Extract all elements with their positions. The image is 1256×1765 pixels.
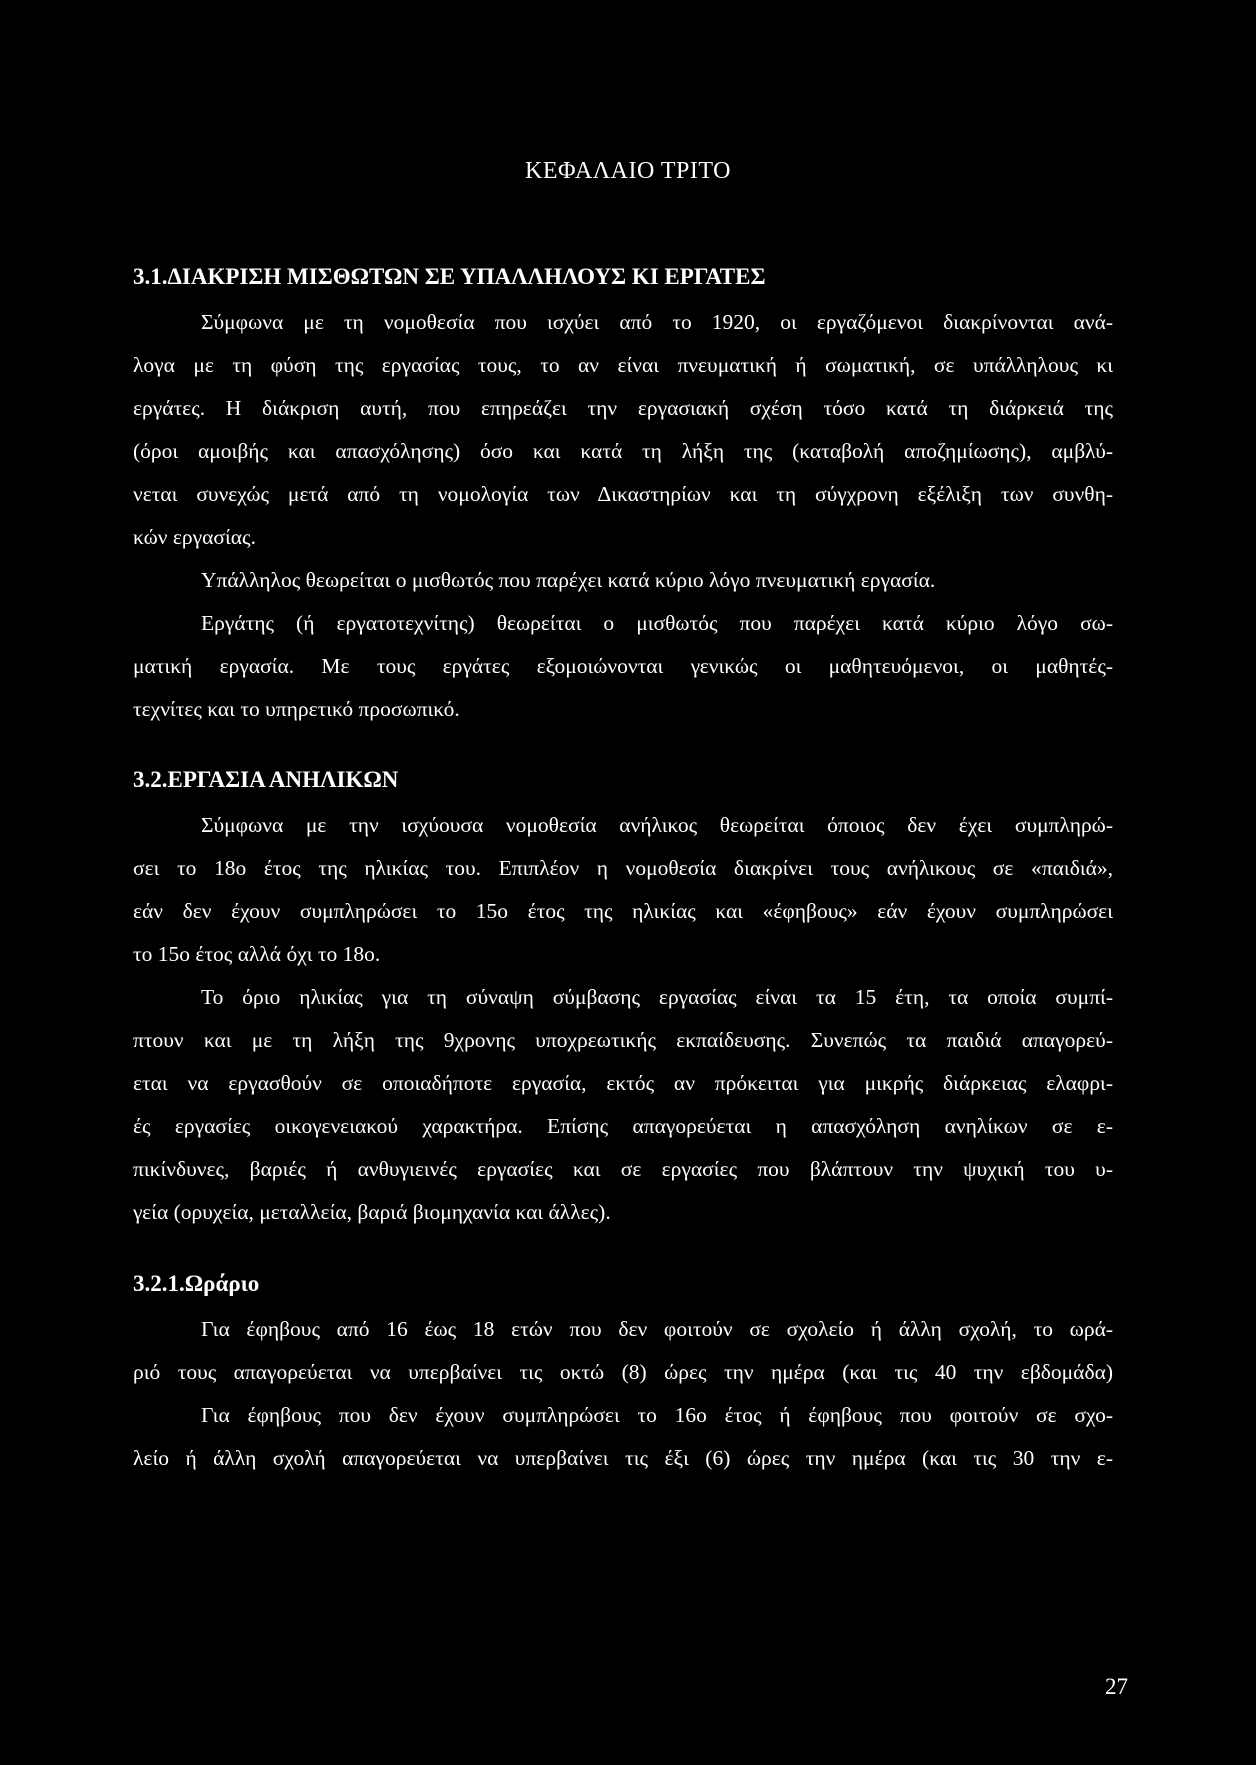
text-line: Το όριο ηλικίας για τη σύναψη σύμβασης εργασίας είναι τα 15 έτη, τα οποία συμπί- xyxy=(201,985,1113,1009)
page-number: 27 xyxy=(1105,1674,1128,1699)
section-3-2-paragraph-2 xyxy=(133,976,1113,1234)
section-3-2-1-paragraph-2 xyxy=(133,1394,1113,1480)
text-line: γεία (ορυχεία, μεταλλεία, βαριά βιομηχανία και άλλες). xyxy=(133,1200,611,1224)
section-3-1-paragraph-1 xyxy=(133,301,1113,559)
text-line: ές εργασίες οικογενειακού χαρακτήρα. Επίσης απαγορεύεται η απασχόληση ανηλίκων σε ε- xyxy=(133,1114,1113,1138)
section-3-1 xyxy=(133,262,1113,731)
section-title-3-1: 3.1.ΔΙΑΚΡΙΣΗ ΜΙΣΘΩΤΩΝ ΣΕ ΥΠΑΛΛΗΛΟΥΣ ΚΙ ΕΡΓΑΤΕΣ xyxy=(133,264,766,289)
text-line: ριό τους απαγορεύεται να υπερβαίνει τις οκτώ (8) ώρες την ημέρα (και τις 40 την εβδομάδα) xyxy=(133,1360,1113,1384)
text-line: Για έφηβους από 16 έως 18 ετών που δεν φοιτούν σε σχολείο ή άλλη σχολή, το ωρά- xyxy=(201,1317,1113,1341)
section-3-2-paragraph-1 xyxy=(133,804,1113,976)
text-line: ματική εργασία. Με τους εργάτες εξομοιώνονται γενικώς οι μαθητευόμενοι, οι μαθητές- xyxy=(133,654,1113,678)
section-3-2 xyxy=(133,765,1113,1234)
text-line: πτουν και με τη λήξη της 9χρονης υποχρεωτικής εκπαίδευσης. Συνεπώς τα παιδιά απαγορεύ- xyxy=(133,1028,1113,1052)
section-title-3-2-1: 3.2.1.Ωράριο xyxy=(133,1271,260,1296)
text-line: εργάτες. Η διάκριση αυτή, που επηρεάζει την εργασιακή σχέση τόσο κατά τη διάρκειά της xyxy=(133,396,1113,420)
text-line: Εργάτης (ή εργατοτεχνίτης) θεωρείται ο μισθωτός που παρέχει κατά κύριο λόγο σω- xyxy=(201,611,1113,635)
text-line: λογα με τη φύση της εργασίας τους, το αν είναι πνευματική ή σωματική, σε υπάλληλους κι xyxy=(133,353,1113,377)
text-line: λείο ή άλλη σχολή απαγορεύεται να υπερβαίνει τις έξι (6) ώρες την ημέρα (και τις 30 την ε- xyxy=(133,1446,1113,1470)
text-line: το 15ο έτος αλλά όχι το 18ο. xyxy=(133,942,381,966)
section-title-3-2: 3.2.ΕΡΓΑΣΙΑ ΑΝΗΛΙΚΩΝ xyxy=(133,767,399,792)
text-line: Υπάλληλος θεωρείται ο μισθωτός που παρέχει κατά κύριο λόγο πνευματική εργασία. xyxy=(201,568,936,592)
text-line: Σύμφωνα με την ισχύουσα νομοθεσία ανήλικος θεωρείται όποιος δεν έχει συμπληρώ- xyxy=(201,813,1113,837)
section-3-2-1 xyxy=(133,1269,1113,1480)
text-line: πικίνδυνες, βαριές ή ανθυγιεινές εργασίες και σε εργασίες που βλάπτουν την ψυχική του υ- xyxy=(133,1157,1113,1181)
text-line: εάν δεν έχουν συμπληρώσει το 15ο έτος της ηλικίας και «έφηβους» εάν έχουν συμπληρώσει xyxy=(133,899,1113,923)
section-3-2-1-paragraph-1 xyxy=(133,1308,1113,1394)
text-line: νεται συνεχώς μετά από τη νομολογία των Δικαστηρίων και τη σύγχρονη εξέλιξη των συνθη- xyxy=(133,482,1113,506)
chapter-title: ΚΕΦΑΛΑΙΟ ΤΡΙΤΟ xyxy=(525,158,731,184)
text-line: εται να εργασθούν σε οποιαδήποτε εργασία, εκτός αν πρόκειται για μικρής διάρκειας ελαφρι- xyxy=(133,1071,1113,1095)
text-line: (όροι αμοιβής και απασχόλησης) όσο και κατά τη λήξη της (καταβολή αποζημίωσης), αμβλύ- xyxy=(133,439,1113,463)
text-line: κών εργασίας. xyxy=(133,525,256,549)
section-3-1-paragraph-2 xyxy=(133,559,1113,602)
text-line: Σύμφωνα με τη νομοθεσία που ισχύει από το 1920, οι εργαζόμενοι διακρίνονται ανά- xyxy=(201,310,1113,334)
section-3-1-paragraph-3 xyxy=(133,602,1113,731)
text-line: τεχνίτες και το υπηρετικό προσωπικό. xyxy=(133,697,460,721)
text-line: σει το 18ο έτος της ηλικίας του. Επιπλέον η νομοθεσία διακρίνει τους ανήλικους σε «παιδιά», xyxy=(133,856,1113,880)
text-line: Για έφηβους που δεν έχουν συμπληρώσει το 16ο έτος ή έφηβους που φοιτούν σε σχο- xyxy=(201,1403,1113,1427)
